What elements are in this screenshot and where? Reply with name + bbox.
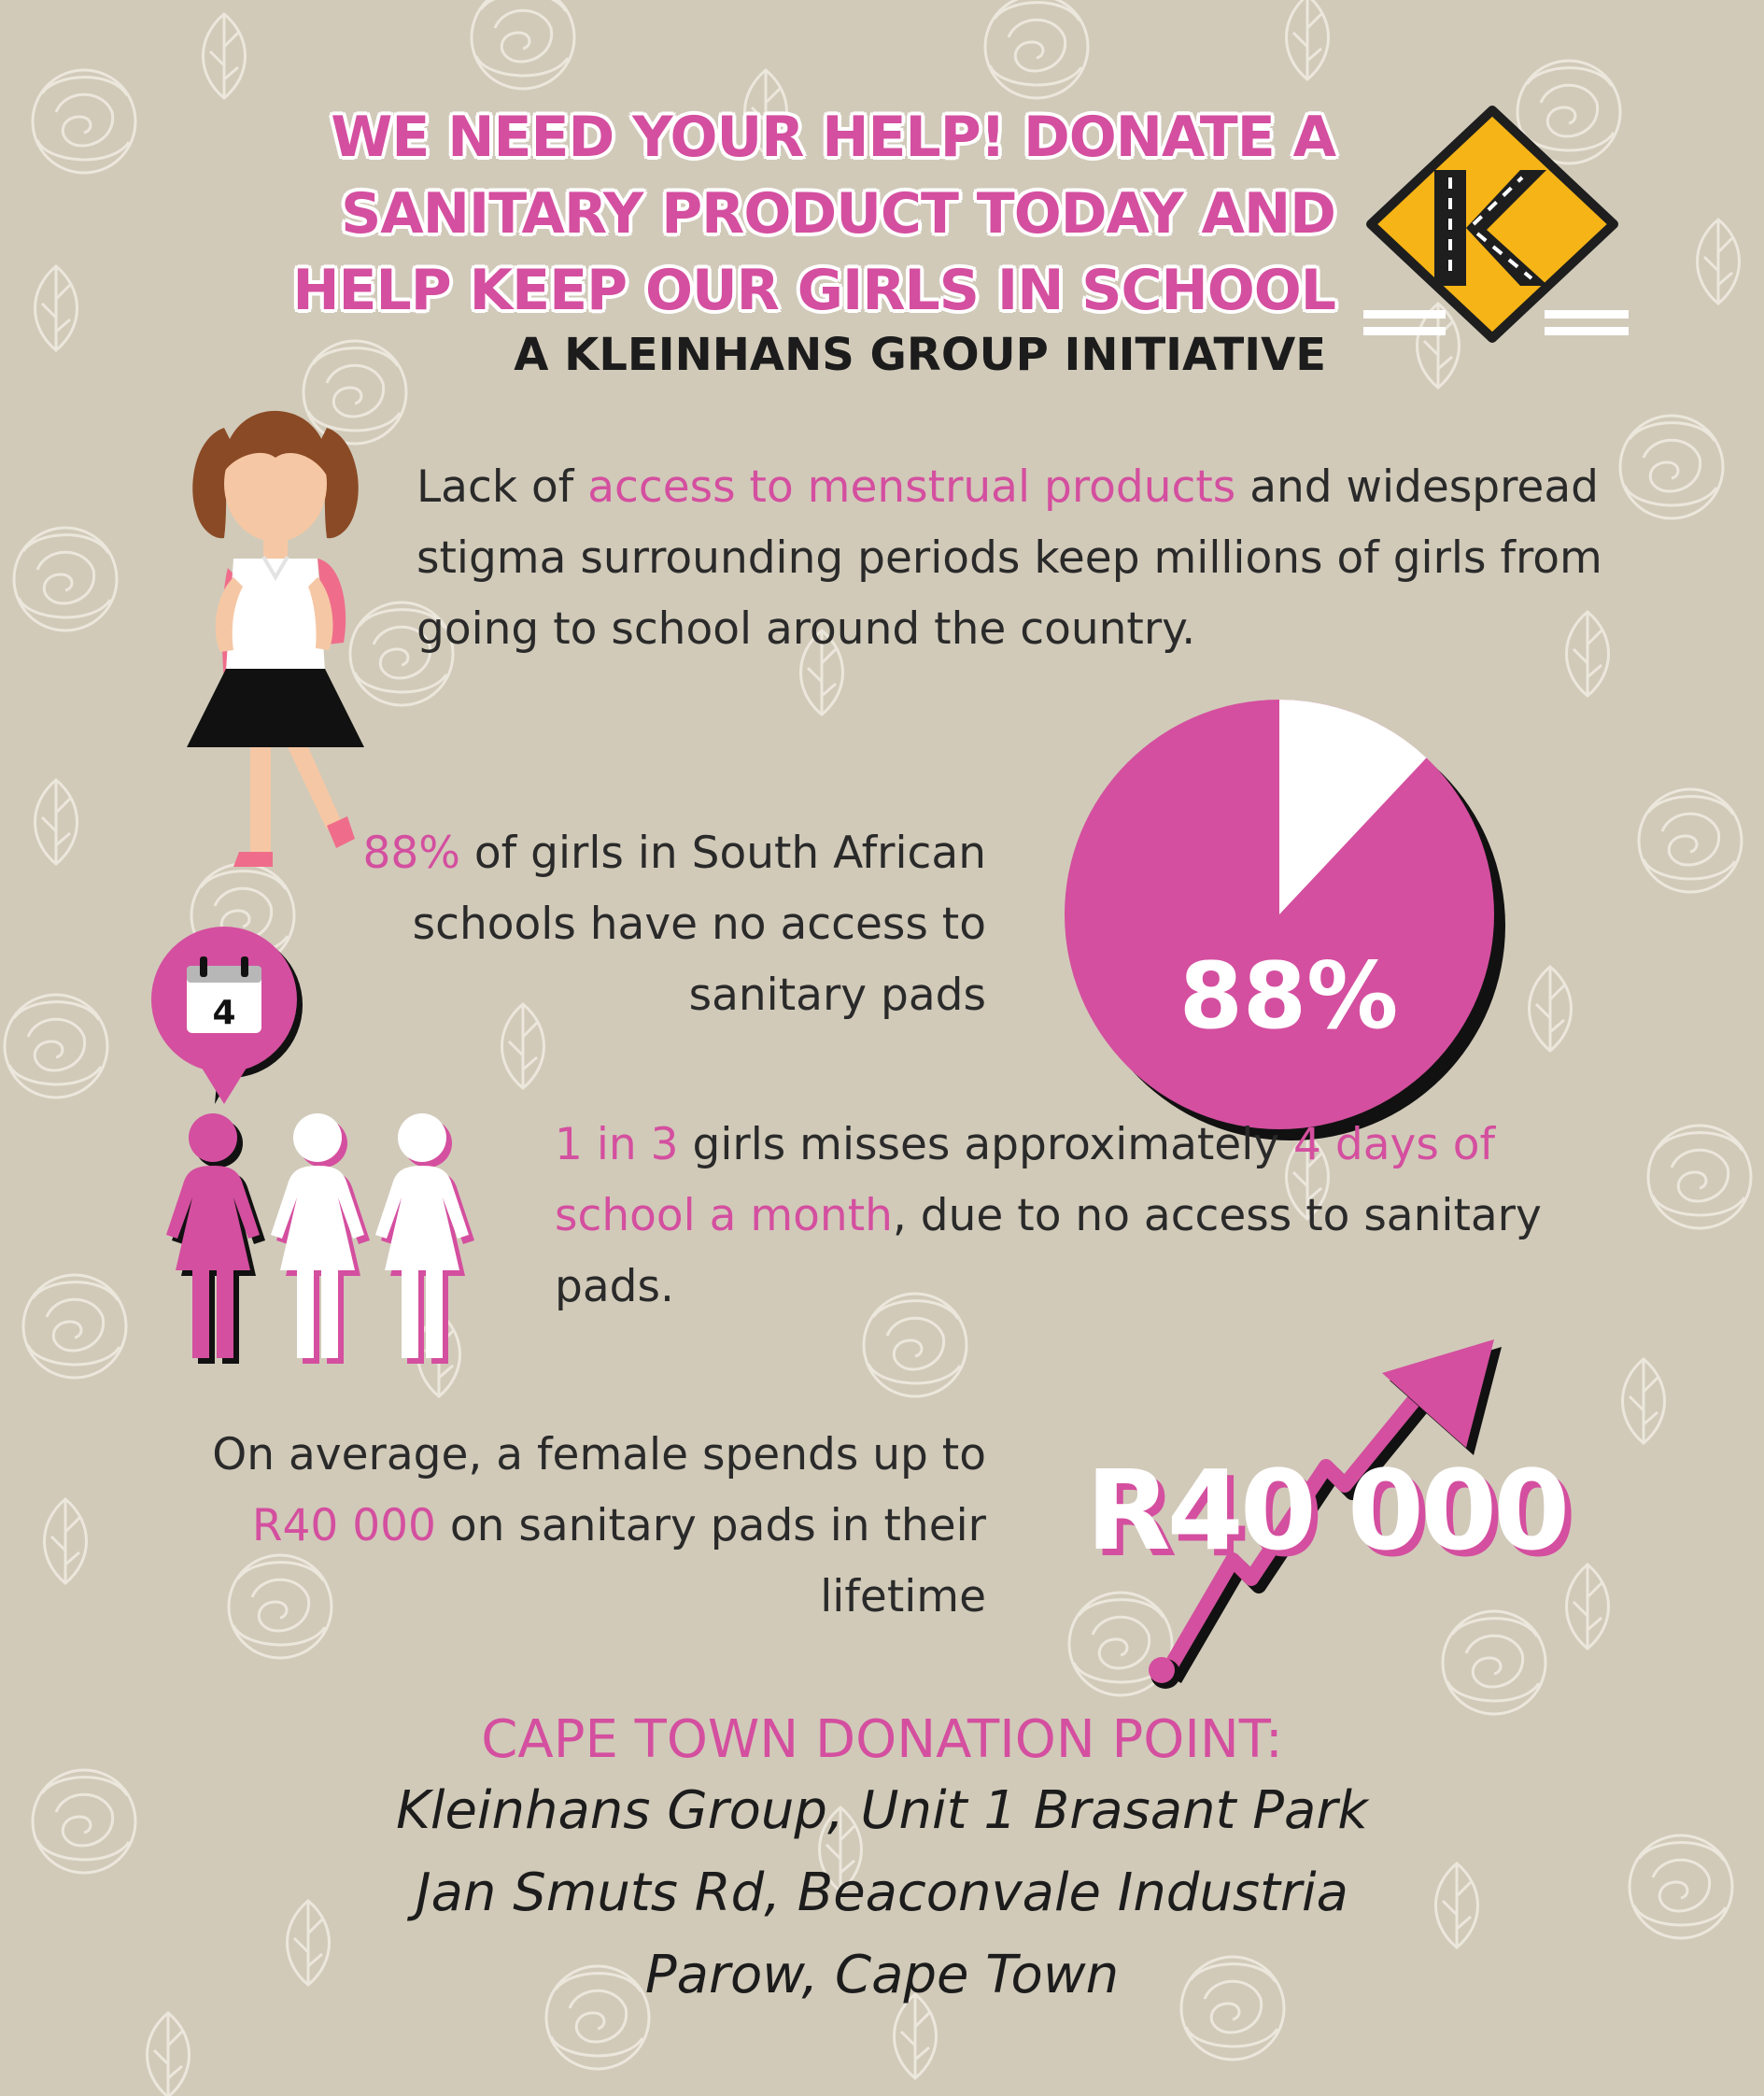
- intro-highlight: access to menstrual products: [587, 461, 1236, 513]
- address-line-3: Parow, Cape Town: [644, 1945, 1120, 2005]
- stat-missed-highlight-days: 4 days of school a month: [555, 1119, 1496, 1241]
- title-line-1: WE NEED YOUR HELP! DONATE A: [331, 105, 1335, 170]
- stat-cost-text: On average, a female spends up to R40 000 on sanitary pads in their lifetime: [212, 1429, 986, 1622]
- title-line-2: SANITARY PRODUCT TODAY AND: [341, 181, 1335, 247]
- subtitle: A KLEINHANS GROUP INITIATIVE: [514, 329, 1326, 381]
- access-pie-chart: [1055, 695, 1541, 1153]
- calendar-pin: [148, 925, 308, 1108]
- title-line-3: HELP KEEP OUR GIRLS IN SCHOOL: [292, 258, 1335, 323]
- stat-missed-highlight-ratio: 1 in 3: [555, 1119, 679, 1170]
- stat-missed-text: 1 in 3 girls misses approximately 4 days of school a month, due to no access to sanitary pads.: [555, 1119, 1542, 1312]
- address-line-1: Kleinhans Group, Unit 1 Brasant Park: [396, 1780, 1368, 1841]
- stat-cost-highlight: R40 000: [251, 1500, 436, 1551]
- calendar-day: 4: [212, 994, 236, 1032]
- kleinhans-logo: [1363, 103, 1634, 355]
- donation-heading: CAPE TOWN DONATION POINT:: [481, 1709, 1283, 1770]
- intro-paragraph: Lack of access to menstrual products and widespread stigma surrounding periods keep millions of girls from going to school around the country.: [416, 461, 1602, 655]
- cost-big-label: R40 000: [1085, 1446, 1567, 1575]
- schoolgirl-illustration: [177, 400, 374, 885]
- stat-access-highlight: 88%: [362, 828, 460, 879]
- pie-percent-label: 88%: [1178, 943, 1399, 1050]
- address-line-2: Jan Smuts Rd, Beaconvale Industria: [416, 1862, 1348, 1923]
- one-in-three-figures: [166, 1113, 502, 1366]
- stat-access-text: 88% of girls in South African schools have no access to sanitary pads: [362, 828, 986, 1021]
